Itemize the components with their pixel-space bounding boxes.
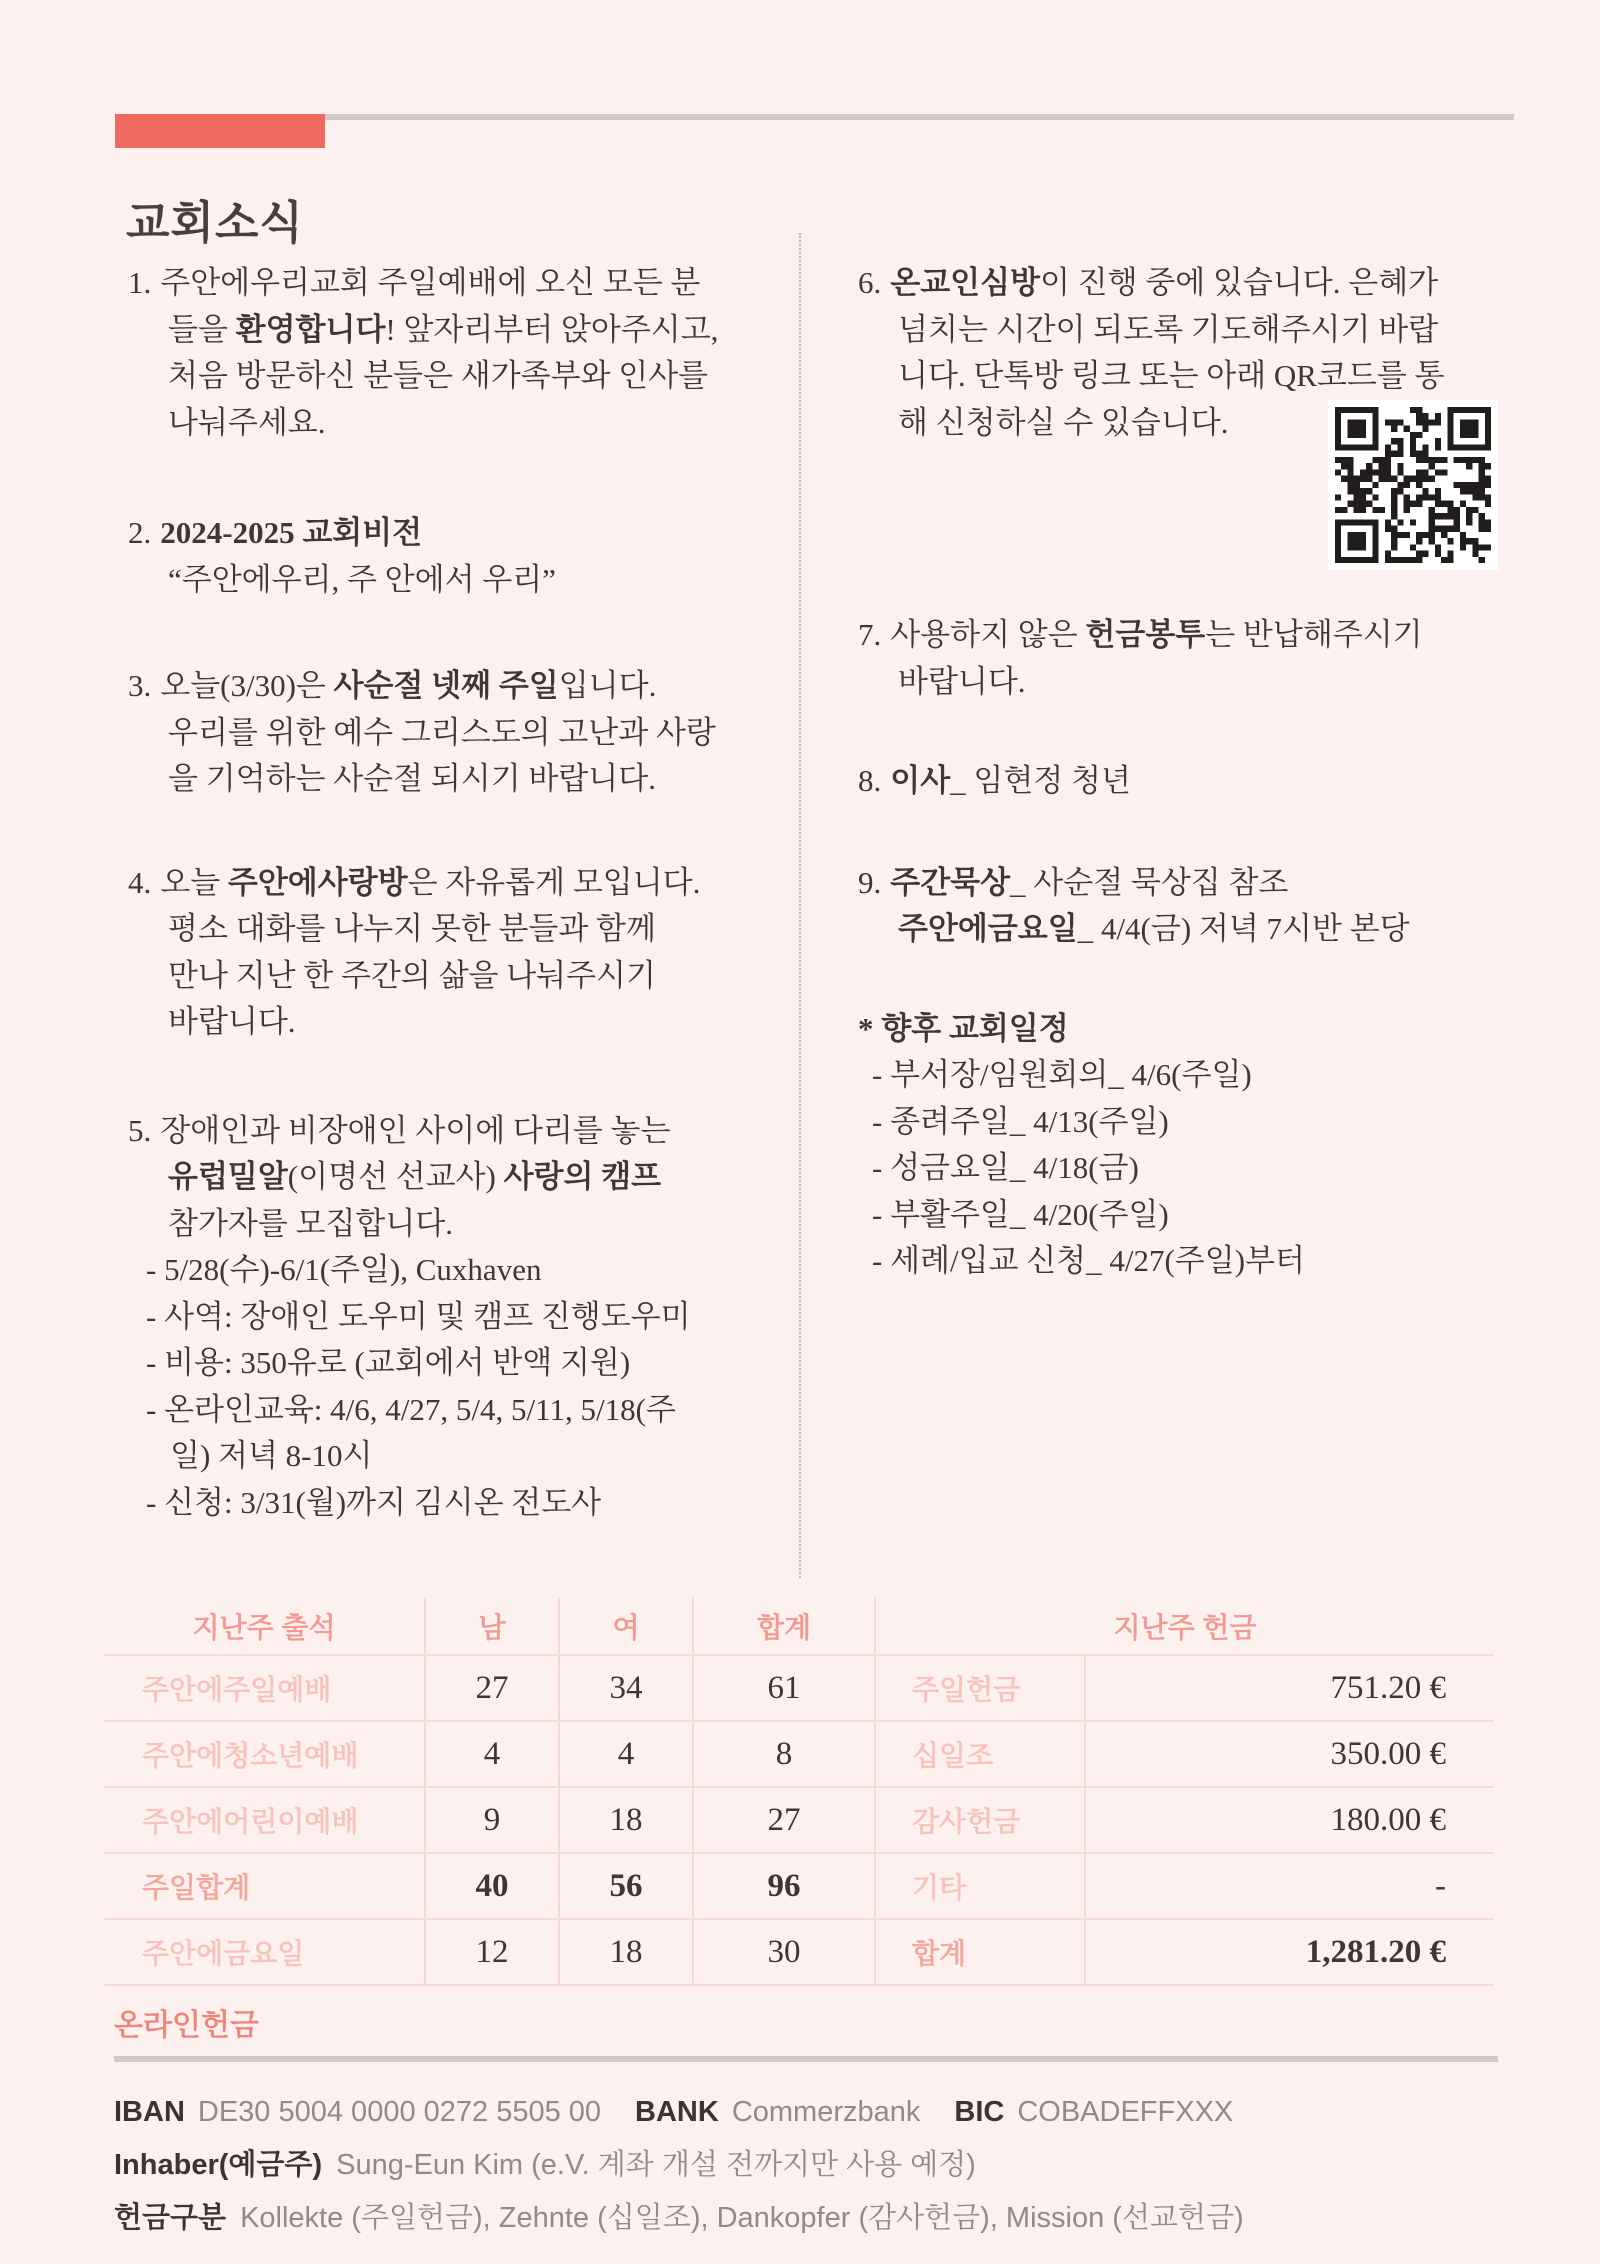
text-line — [128, 1108, 808, 1155]
table-row — [104, 1722, 1494, 1788]
list-item: - 신청: 3/31(월)까지 김시온 전도사 — [146, 1484, 602, 1520]
text-line — [858, 260, 1500, 307]
female-count: 34 — [558, 1656, 692, 1720]
iban-group — [114, 2086, 601, 2139]
text-line: 참가자를 모집합니다. — [168, 1205, 454, 1241]
col-header-offering: 지난주 헌금 — [874, 1598, 1494, 1654]
item-number: 8. — [858, 763, 882, 798]
text-line: 처음 방문하신 분들은 새가족부와 인사를 — [168, 358, 709, 393]
male-count: 27 — [424, 1656, 558, 1720]
list-item: - 사역: 장애인 도우미 및 캠프 진행도우미 — [146, 1298, 691, 1334]
list-item-continuation: 일) 저녁 8-10시 — [170, 1438, 373, 1473]
offering-label: 감사헌금 — [874, 1788, 1084, 1852]
table-row — [104, 1920, 1494, 1986]
col-header-attendance: 지난주 출석 — [192, 1612, 336, 1643]
female-count: 18 — [558, 1788, 692, 1852]
bank-info-line-3 — [114, 2192, 1554, 2245]
list-item: - 온라인교육: 4/6, 4/27, 5/4, 5/11, 5/18(주 — [146, 1391, 676, 1427]
upcoming-schedule — [858, 1006, 1500, 1285]
list-item: - 비용: 350유로 (교회에서 반액 지원) — [146, 1345, 631, 1380]
bic-value: COBADEFFXXX — [1017, 2096, 1234, 2128]
online-offering-title: 온라인헌금 — [114, 2009, 259, 2042]
item-number: 7. — [858, 617, 882, 652]
schedule-item: - 세례/입교 신청_ 4/27(주일)부터 — [872, 1243, 1305, 1278]
offering-division-value: Kollekte (주일헌금), Zehnte (십일조), Dankopfer (감사헌금), Mission (선교헌금) — [240, 2202, 1244, 2234]
female-count: 56 — [558, 1854, 692, 1918]
text-line: “주안에우리, 주 안에서 우리” — [168, 561, 556, 597]
bank-info — [114, 2086, 1554, 2245]
text-line — [128, 260, 808, 307]
text-line: 만나 지난 한 주간의 삶을 나눠주시기 — [168, 957, 656, 993]
text-line — [128, 663, 808, 710]
text-line: 주안에금요일_ 4/4(금) 저녁 7시반 본당 — [898, 911, 1410, 946]
schedule-item: - 종려주일_ 4/13(주일) — [872, 1103, 1169, 1139]
offering-division-label: 헌금구분 — [114, 2202, 227, 2234]
schedule-item: - 성금요일_ 4/18(금) — [872, 1150, 1139, 1185]
text-line: 유럽밀알(이명선 선교사) 사랑의 캠프 — [168, 1159, 662, 1194]
text-segments: 오늘(3/30)은 사순절 넷째 주일입니다. — [160, 668, 657, 703]
bank-value: Commerzbank — [731, 2096, 921, 2128]
announcement-1 — [128, 260, 808, 446]
text-segments: 2024-2025 교회비전 — [160, 515, 423, 550]
announcement-9 — [858, 860, 1500, 953]
offering-label: 기타 — [874, 1854, 1084, 1918]
item-number: 2. — [128, 515, 152, 550]
text-line: 을 기억하는 사순절 되시기 바랍니다. — [168, 761, 656, 796]
text-segments: 온교인심방이 진행 중에 있습니다. 은혜가 — [890, 265, 1439, 300]
attendance-label: 주안에어린이예배 — [142, 1806, 359, 1837]
male-count: 4 — [424, 1722, 558, 1786]
item-number: 3. — [128, 668, 152, 703]
left-column — [128, 260, 808, 1526]
bic-group — [954, 2086, 1233, 2139]
text-line: 들을 환영합니다! 앞자리부터 앉아주시고, — [168, 311, 719, 347]
attendance-label: 주일합계 — [142, 1872, 251, 1903]
bank-label: BANK — [635, 2096, 719, 2128]
offering-label: 십일조 — [874, 1722, 1084, 1786]
offering-total-amount: 1,281.20 € — [1084, 1920, 1494, 1984]
text-segments: 장애인과 비장애인 사이에 다리를 놓는 — [160, 1112, 671, 1148]
attendance-label: 주안에청소년예배 — [142, 1740, 359, 1771]
right-column — [858, 260, 1500, 1285]
male-count: 40 — [424, 1854, 558, 1918]
total-count: 61 — [692, 1656, 874, 1720]
text-segments: 사용하지 않은 헌금봉투는 반납해주시기 — [890, 617, 1423, 652]
item-number: 6. — [858, 265, 882, 300]
announcement-4 — [128, 860, 808, 1046]
col-header-female: 여 — [558, 1598, 692, 1654]
text-line — [128, 510, 808, 557]
weekly-stats-table — [104, 1598, 1494, 1986]
accent-bar — [115, 114, 325, 148]
offering-amount: 350.00 € — [1084, 1722, 1494, 1786]
text-line — [858, 612, 1500, 659]
female-count: 4 — [558, 1722, 692, 1786]
text-line — [858, 860, 1500, 907]
announcement-6 — [858, 260, 1500, 570]
item-number: 1. — [128, 265, 152, 300]
offering-label: 합계 — [874, 1920, 1084, 1984]
account-holder-label: Inhaber(예금주) — [114, 2149, 323, 2181]
attendance-label: 주안에주일예배 — [142, 1674, 332, 1705]
bic-label: BIC — [954, 2096, 1005, 2128]
text-line: 평소 대화를 나누지 못한 분들과 함께 — [168, 911, 656, 946]
schedule-item: - 부활주일_ 4/20(주일) — [872, 1196, 1169, 1232]
bank-info-line-1 — [114, 2086, 1554, 2139]
male-count: 12 — [424, 1920, 558, 1984]
total-count: 8 — [692, 1722, 874, 1786]
text-line: 니다. 단톡방 링크 또는 아래 QR코드를 통 — [898, 358, 1445, 393]
header-rule-line — [325, 114, 1514, 120]
item-number: 5. — [128, 1112, 152, 1148]
text-segments: 주안에우리교회 주일예배에 오신 모든 분 — [160, 265, 701, 300]
text-line — [128, 860, 808, 907]
announcement-2 — [128, 510, 808, 603]
text-segments: 오늘 주안에사랑방은 자유롭게 모입니다. — [160, 864, 701, 900]
bank-group — [635, 2086, 920, 2139]
table-row — [104, 1788, 1494, 1854]
announcement-5 — [128, 1108, 808, 1527]
item-number: 9. — [858, 864, 882, 900]
schedule-item: - 부서장/임원회의_ 4/6(주일) — [872, 1057, 1252, 1092]
table-row — [104, 1656, 1494, 1722]
col-header-total: 합계 — [692, 1598, 874, 1654]
text-segments: 이사_ 임현정 청년 — [890, 763, 1131, 798]
qr-code — [1328, 400, 1498, 570]
text-line: 해 신청하실 수 있습니다. — [898, 404, 1229, 440]
list-item: - 5/28(수)-6/1(주일), Cuxhaven — [146, 1252, 542, 1287]
table-row-sunday-total — [104, 1854, 1494, 1920]
schedule-title: * 향후 교회일정 — [858, 1010, 1069, 1046]
iban-value: DE30 5004 0000 0272 5505 00 — [197, 2096, 602, 2128]
offering-amount: - — [1084, 1854, 1494, 1918]
announcement-7 — [858, 612, 1500, 705]
female-count: 18 — [558, 1920, 692, 1984]
text-line: 바랍니다. — [168, 1004, 296, 1039]
total-count: 30 — [692, 1920, 874, 1984]
text-line: 우리를 위한 예수 그리스도의 고난과 사랑 — [168, 714, 716, 750]
attendance-label: 주안에금요일 — [142, 1938, 305, 1969]
account-holder-value: Sung-Eun Kim (e.V. 계좌 개설 전까지만 사용 예정) — [336, 2149, 976, 2181]
item-number: 4. — [128, 864, 152, 900]
text-line — [858, 758, 1500, 805]
announcement-8 — [858, 758, 1500, 805]
iban-label: IBAN — [114, 2096, 185, 2128]
total-count: 96 — [692, 1854, 874, 1918]
text-segments: 주간묵상_ 사순절 묵상집 참조 — [890, 864, 1289, 900]
text-line: 넘치는 시간이 되도록 기도해주시기 바랍 — [898, 311, 1439, 347]
offering-amount: 751.20 € — [1084, 1656, 1494, 1720]
total-count: 27 — [692, 1788, 874, 1852]
bank-info-line-2 — [114, 2139, 1554, 2192]
offering-label: 주일헌금 — [874, 1656, 1084, 1720]
footer-rule-line — [114, 2056, 1498, 2062]
page-title: 교회소식 — [126, 197, 304, 249]
offering-amount: 180.00 € — [1084, 1788, 1494, 1852]
table-header-row — [104, 1598, 1494, 1656]
announcement-3 — [128, 663, 808, 803]
text-line: 나눠주세요. — [168, 404, 326, 440]
male-count: 9 — [424, 1788, 558, 1852]
text-line: 바랍니다. — [898, 663, 1026, 699]
col-header-male: 남 — [424, 1598, 558, 1654]
